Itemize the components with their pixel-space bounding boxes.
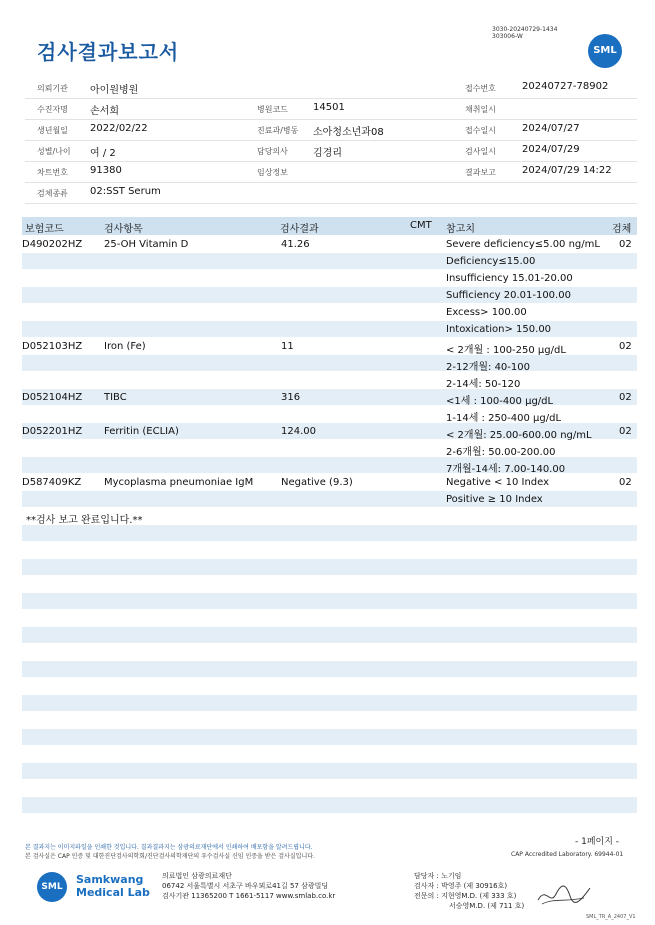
cell-item: 25-OH Vitamin D — [104, 239, 189, 250]
info-row-5 — [25, 162, 637, 183]
cell-item: Mycoplasma pneumoniae IgM — [104, 477, 254, 488]
specialist1-value: 지현영M.D. (제 333 호) — [441, 892, 517, 900]
table-stripe — [22, 525, 637, 541]
info-row-3 — [25, 120, 637, 141]
brand-line1: Samkwang — [76, 873, 144, 886]
cell-specimen: 02 — [619, 341, 632, 352]
patient-label: 수진자명 — [37, 105, 68, 114]
cell-code: D587409KZ — [22, 477, 82, 488]
cell-ref: Deficiency≤15.00 — [446, 256, 536, 267]
page-title: 검사결과보고서 — [37, 40, 180, 64]
receipt-no-label: 접수번호 — [465, 84, 496, 93]
clinical-label: 임상정보 — [257, 168, 288, 177]
specialist-label: 전문의 : — [414, 892, 439, 900]
cell-ref: Negative < 10 Index — [446, 477, 550, 488]
doctor-label: 담당의사 — [257, 147, 288, 156]
col-result-header: 검사결과 — [280, 224, 319, 235]
cell-ref: < 2개월: 25.00-600.00 ng/mL — [446, 430, 592, 441]
collect-date-label: 채취일시 — [465, 105, 496, 114]
cell-code: D052104HZ — [22, 392, 83, 403]
footer-notice-1: 본 결과지는 이미지파일을 인쇄한 것입니다. 결과결과지는 삼광의료재단에서 인쇄하여 배포함을 알려드립니다. — [25, 844, 313, 851]
cell-ref: Positive ≥ 10 Index — [446, 494, 543, 505]
table-stripe — [22, 729, 637, 745]
test-date-value: 2024/07/29 — [522, 144, 580, 155]
chart-no-label: 차트번호 — [37, 168, 68, 177]
form-code: SML_TR_A_2407_V1 — [586, 914, 636, 920]
cell-code: D052201HZ — [22, 426, 83, 437]
footer-notice-2: 본 검사실은 CAP 인증 및 대한진단검사의학회/진단검사의학재단의 우수검사실 신임 인증을 받은 검사실입니다. — [25, 853, 315, 860]
cell-ref: 2-14세: 50-120 — [446, 379, 521, 390]
receipt-date-value: 2024/07/27 — [522, 123, 580, 134]
cell-ref: < 2개월 : 100-250 μg/dL — [446, 345, 566, 356]
cell-item: TIBC — [104, 392, 127, 403]
chart-no-value: 91380 — [90, 165, 122, 176]
cell-item: Ferritin (ECLIA) — [104, 426, 179, 437]
cell-result: 124.00 — [281, 426, 316, 437]
manager-value: 노기임 — [441, 872, 462, 880]
col-item-header: 검사항목 — [104, 224, 143, 235]
report-code-line2: 303006-W — [492, 33, 523, 40]
table-stripe — [22, 593, 637, 609]
org-address: 06742 서울특별시 서초구 바우뫼로41길 57 삼광빌딩 — [162, 882, 329, 890]
table-stripe — [22, 559, 637, 575]
staff-info — [414, 871, 524, 911]
hospital-value: 아이원병원 — [90, 85, 139, 96]
info-row-2 — [25, 99, 637, 120]
cell-ref: Excess> 100.00 — [446, 307, 527, 318]
receipt-no-value: 20240727-78902 — [522, 81, 609, 92]
org-contact: 검사기관 11365200 T 1661-5117 www.smlab.co.kr — [162, 892, 336, 900]
col-specimen-header: 검체 — [612, 224, 632, 235]
hospital-code-value: 14501 — [313, 102, 345, 113]
examiner-label: 검사자 : — [414, 882, 439, 890]
cell-ref: 1-14세 : 250-400 μg/dL — [446, 413, 562, 424]
cell-ref: Intoxication> 150.00 — [446, 324, 552, 335]
cell-result: 11 — [281, 341, 294, 352]
cell-ref: 2-6개월: 50.00-200.00 — [446, 447, 556, 458]
cell-ref: 7개월-14세: 7.00-140.00 — [446, 464, 566, 475]
signature-icon — [536, 880, 592, 908]
manager-label: 담당자 : — [414, 872, 439, 880]
table-stripe — [22, 695, 637, 711]
cell-ref: Severe deficiency≤5.00 ng/mL — [446, 239, 600, 250]
hospital-label: 의뢰기관 — [37, 84, 68, 93]
report-code-line1: 3030-20240729-1434 — [492, 26, 558, 33]
cell-specimen: 02 — [619, 392, 632, 403]
cell-item: Iron (Fe) — [104, 341, 146, 352]
col-ref-header: 참고치 — [446, 224, 475, 235]
receipt-date-label: 접수일시 — [465, 126, 496, 135]
report-code — [492, 26, 557, 40]
page-number: - 1페이지 - — [575, 837, 620, 847]
table-stripe — [22, 763, 637, 779]
cell-code: D052103HZ — [22, 341, 83, 352]
cell-result: 41.26 — [281, 239, 310, 250]
cell-ref: <1세 : 100-400 μg/dL — [446, 396, 554, 407]
cell-ref: Sufficiency 20.01-100.00 — [446, 290, 571, 301]
table-stripe — [22, 661, 637, 677]
cell-code: D490202HZ — [22, 239, 83, 250]
info-row-6 — [25, 183, 637, 204]
hospital-code-label: 병원코드 — [257, 105, 288, 114]
table-stripe — [22, 355, 637, 371]
org-name: 의료법인 삼광의료재단 — [162, 872, 232, 880]
specimen-type-label: 검체종류 — [37, 189, 68, 198]
org-info — [162, 871, 335, 901]
report-date-value: 2024/07/29 14:22 — [522, 165, 612, 176]
info-row-1 — [25, 78, 637, 99]
cell-specimen: 02 — [619, 239, 632, 250]
table-stripe — [22, 491, 637, 507]
brand-name — [76, 873, 150, 899]
examiner-value: 박영주 (제 30916호) — [441, 882, 508, 890]
dept-label: 진료과/병동 — [257, 126, 299, 135]
sml-logo: SML — [588, 34, 622, 68]
cap-accreditation: CAP Accredited Laboratory. 69944-01 — [511, 851, 624, 858]
cell-ref: 2-12개월: 40-100 — [446, 362, 530, 373]
table-stripe — [22, 253, 637, 269]
specimen-type-value: 02:SST Serum — [90, 186, 161, 197]
dob-label: 생년월일 — [37, 126, 68, 135]
brand-line2: Medical Lab — [76, 886, 150, 899]
report-complete-note: **검사 보고 완료입니다.** — [26, 515, 143, 526]
report-date-label: 결과보고 — [465, 168, 496, 177]
cell-result: 316 — [281, 392, 301, 403]
table-stripe — [22, 627, 637, 643]
results-table-header — [22, 217, 637, 235]
cell-specimen: 02 — [619, 426, 632, 437]
col-cmt-header: CMT — [410, 220, 432, 231]
cell-specimen: 02 — [619, 477, 632, 488]
info-row-4 — [25, 141, 637, 162]
cell-ref: Insufficiency 15.01-20.00 — [446, 273, 573, 284]
sex-age-label: 성별/나이 — [37, 147, 71, 156]
patient-value: 손서희 — [90, 106, 119, 117]
table-stripe — [22, 797, 637, 813]
specialist2-value: 서승영M.D. (제 711 호) — [449, 902, 525, 910]
test-date-label: 검사일시 — [465, 147, 496, 156]
sml-footer-logo: SML — [37, 872, 67, 902]
dept-value: 소아청소년과08 — [313, 127, 384, 138]
dob-value: 2022/02/22 — [90, 123, 148, 134]
doctor-value: 김경리 — [313, 148, 342, 159]
sex-age-value: 여 / 2 — [90, 148, 116, 159]
cell-result: Negative (9.3) — [281, 477, 353, 488]
col-code-header: 보험코드 — [25, 224, 64, 235]
